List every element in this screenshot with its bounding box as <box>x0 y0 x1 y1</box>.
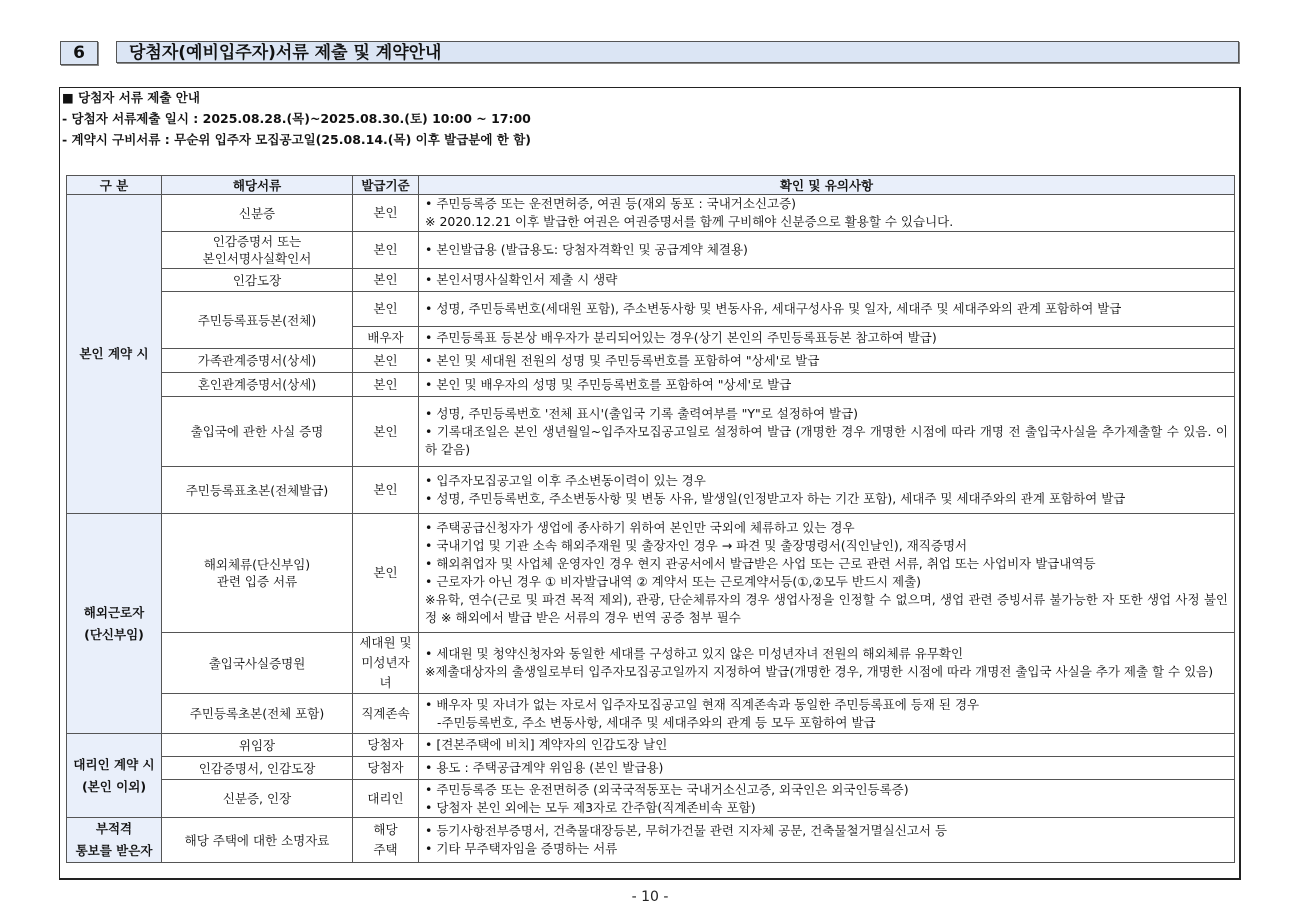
document-name-cell <box>162 467 353 514</box>
category-label: 본인 계약 시 <box>79 346 149 361</box>
document-name-cell <box>162 232 353 269</box>
category-label: 대리인 계약 시 <box>73 756 155 772</box>
document-name-cell <box>162 514 353 633</box>
issuance-basis-cell <box>353 269 419 292</box>
intro-schedule-line: - 당첨자 서류제출 일시 : 2025.08.28.(목)~2025.08.30.(토) 10:00 ~ 17:00 <box>62 111 531 126</box>
issuance-basis: 본인 <box>373 423 398 439</box>
issuance-basis-cell <box>353 694 419 734</box>
notes-cell <box>419 327 1235 349</box>
note-item: • 본인 및 배우자의 성명 및 주민등록번호를 포함하여 "상세'로 발급 <box>425 376 1228 394</box>
document-name: 주민등록초본(전체 포함) <box>189 706 325 721</box>
note-item: • 기록대조일은 본인 생년월일~입주자모집공고일로 설정하여 발급 (개명한 경우 개명한 시점에 따라 개명 전 출입국사실을 추가제출할 수 있음. 이하 같음) <box>425 423 1228 459</box>
submission-intro <box>62 87 531 150</box>
document-name-cell <box>162 694 353 734</box>
document-name-cell <box>162 780 353 818</box>
category-label: (본인 이외) <box>81 778 147 794</box>
document-name-cell <box>162 397 353 467</box>
document-name: 혼인관계증명서(상세) <box>197 377 317 392</box>
table-body <box>67 195 1235 863</box>
note-item: • 주민등록표 등본상 배우자가 분리되어있는 경우(상기 본인의 주민등록표등본 참고하여 발급) <box>425 329 1228 347</box>
note-item: • 국내기업 및 기관 소속 해외주재원 및 출장자인 경우 → 파견 및 출장명령서(직인날인), 재직증명서 <box>425 537 1228 555</box>
document-name: 주민등록표등본(전체) <box>197 312 317 328</box>
note-item: • 본인 및 세대원 전원의 성명 및 주민등록번호를 포함하여 "상세'로 발급 <box>425 352 1228 370</box>
issuance-basis-cell <box>353 467 419 514</box>
issuance-basis-cell <box>353 818 419 863</box>
document-name-cell <box>162 633 353 694</box>
note-item: • 성명, 주민등록번호, 주소변동사항 및 변동 사유, 발생일(인정받고자 하는 기간 포함), 세대주 및 세대주와의 관계 포함하여 발급 <box>425 490 1228 508</box>
document-name-cell <box>162 195 353 232</box>
note-item: • 해외취업자 및 사업체 운영자인 경우 현지 관공서에서 발급받은 사업 또는 근로 관련 서류, 취업 또는 사업비자 발급내역등 <box>425 555 1228 573</box>
document-name: 출입국사실증명원 <box>208 655 306 671</box>
document-name: 신분증, 인장 <box>222 791 292 806</box>
document-name: 해외체류(단신부임) <box>203 557 311 572</box>
category-label: 부적격 <box>95 821 133 836</box>
document-name: 위임장 <box>238 737 276 753</box>
note-item: • 성명, 주민등록번호 '전체 표시'(출입국 기록 출력여부를 "Y"로 설정하여 발급) <box>425 405 1228 423</box>
issuance-basis: 본인 <box>373 565 398 580</box>
document-name-cell <box>162 373 353 397</box>
document-name-cell <box>162 269 353 292</box>
issuance-basis: 본인 <box>373 352 398 368</box>
table-row <box>67 195 1235 232</box>
note-item: ※유학, 연수(근로 및 파견 목적 제외), 관광, 단순체류자의 경우 생업사정을 인정할 수 없으며, 생업 관련 증빙서류 불가능한 자 또한 생업 사정 불인정 ※ 해외에서 발급 받은 서류의 경우 번역 공증 첨부 필수 <box>425 592 1228 625</box>
notes-cell <box>419 694 1235 734</box>
issuance-basis-cell <box>353 514 419 633</box>
issuance-basis: 배우자 <box>367 329 404 345</box>
issuance-basis: 본인 <box>373 272 398 287</box>
notes-cell <box>419 757 1235 780</box>
table-row <box>67 694 1235 734</box>
category-label: 통보를 받은자 <box>75 843 153 858</box>
header-notes: 확인 및 유의사항 <box>419 176 1235 195</box>
note-item: • 기타 무주택자임을 증명하는 서류 <box>425 840 1228 858</box>
issuance-basis-cell <box>353 780 419 818</box>
issuance-basis-cell <box>353 633 419 694</box>
issuance-basis: 해당 <box>373 822 398 837</box>
intro-heading: ■ 당첨자 서류 제출 안내 <box>62 90 200 105</box>
document-name: 해당 주택에 대한 소명자료 <box>184 832 330 848</box>
table-row <box>67 734 1235 757</box>
issuance-basis: 본인 <box>373 482 398 497</box>
table-row <box>67 269 1235 292</box>
document-name-cell <box>162 292 353 349</box>
category-cell <box>67 514 162 734</box>
table-row <box>67 397 1235 467</box>
page-number: - 10 - <box>631 889 669 905</box>
note-item: • 주택공급신청자가 생업에 종사하기 위하여 본인만 국외에 체류하고 있는 경우 <box>425 519 1228 537</box>
notes-cell <box>419 467 1235 514</box>
document-name: 주민등록표초본(전체발급) <box>185 482 329 498</box>
table-row <box>67 633 1235 694</box>
issuance-basis: 본인 <box>373 242 398 257</box>
table-row <box>67 757 1235 780</box>
note-item: ※제출대상자의 출생일로부터 입주자모집공고일까지 지정하여 발급(개명한 경우, 개명한 시점에 따라 개명전 출입국 사실을 추가 제출 할 수 있음) <box>425 664 1214 679</box>
issuance-basis: 세대원 및 <box>359 635 412 650</box>
issuance-basis: 당첨자 <box>367 737 404 752</box>
note-item: • 본인발급용 (발급용도: 당첨자격확인 및 공급계약 체결용) <box>425 241 1228 259</box>
category-label: 해외근로자 <box>83 604 145 620</box>
issuance-basis-cell <box>353 373 419 397</box>
note-item: • 본인서명사실확인서 제출 시 생략 <box>425 271 1228 289</box>
note-item: -주민등록번호, 주소 변동사항, 세대주 및 세대주와의 관계 등 모두 포함하여 발급 <box>437 714 876 730</box>
table-row <box>67 780 1235 818</box>
issuance-basis: 본인 <box>373 376 398 392</box>
note-item: • 용도 : 주택공급계약 위임용 (본인 발급용) <box>425 759 1228 777</box>
category-label: (단신부임) <box>84 626 144 642</box>
intro-documents-line: - 계약시 구비서류 : 무순위 입주자 모집공고일(25.08.14.(목) 이후 발급분에 한 함) <box>62 132 532 147</box>
note-item: • 당첨자 본인 외에는 모두 제3자로 간주함(직계존비속 포함) <box>425 799 1228 817</box>
issuance-basis-cell <box>353 757 419 780</box>
document-name: 인감증명서, 인감도장 <box>198 760 316 776</box>
document-name-cell <box>162 818 353 863</box>
issuance-basis-cell <box>353 349 419 373</box>
note-item: ※ 2020.12.21 이후 발급한 여권은 여권증명서를 함께 구비해야 신분증으로 활용할 수 있습니다. <box>425 214 954 229</box>
notes-cell <box>419 373 1235 397</box>
table-header-row <box>67 176 1235 195</box>
note-item: • 세대원 및 청약신청자와 동일한 세대를 구성하고 있지 않은 미성년자녀 전원의 해외체류 유무확인 <box>425 645 1228 663</box>
note-item: • 주민등록증 또는 운전면허증 (외국국적동포는 국내거소신고증, 외국인은 외국인등록증) <box>425 781 1228 799</box>
section-title: 당첨자(예비입주자)서류 제출 및 계약안내 <box>116 41 1239 63</box>
issuance-basis: 당첨자 <box>367 760 404 775</box>
category-cell <box>67 818 162 863</box>
header-category: 구 분 <box>67 176 162 195</box>
notes-cell <box>419 633 1235 694</box>
notes-cell <box>419 195 1235 232</box>
note-item: • 근로자가 아닌 경우 ① 비자발급내역 ② 계약서 또는 근로계약서등(①,②모두 반드시 제출) <box>425 573 1228 591</box>
issuance-basis: 직계존속 <box>361 705 410 721</box>
issuance-basis-cell <box>353 292 419 327</box>
documents-table <box>66 175 1235 863</box>
document-name-cell <box>162 757 353 780</box>
issuance-basis-cell <box>353 195 419 232</box>
document-name-cell <box>162 349 353 373</box>
header-issuance-basis: 발급기준 <box>353 176 419 195</box>
notes-cell <box>419 292 1235 327</box>
note-item: • 성명, 주민등록번호(세대원 포함), 주소변동사항 및 변동사유, 세대구성사유 및 일자, 세대주 및 세대주와의 관계 포함하여 발급 <box>425 300 1228 318</box>
table-row <box>67 514 1235 633</box>
issuance-basis-cell <box>353 734 419 757</box>
issuance-basis: 미성년자녀 <box>361 655 410 690</box>
header-document: 해당서류 <box>162 176 353 195</box>
issuance-basis-cell <box>353 397 419 467</box>
table-row <box>67 349 1235 373</box>
notes-cell <box>419 232 1235 269</box>
notes-cell <box>419 269 1235 292</box>
section-number: 6 <box>60 41 98 65</box>
document-name: 관련 입증 서류 <box>216 574 298 589</box>
issuance-basis: 본인 <box>373 301 398 316</box>
note-item: • 배우자 및 자녀가 없는 자로서 입주자모집공고일 현재 직계존속과 동일한 주민등록표에 등재 된 경우 <box>425 696 1228 714</box>
notes-cell <box>419 818 1235 863</box>
table-row <box>67 373 1235 397</box>
issuance-basis: 본인 <box>373 205 398 220</box>
issuance-basis: 대리인 <box>367 790 404 806</box>
note-item: • [견본주택에 비치] 계약자의 인감도장 날인 <box>425 736 1228 754</box>
issuance-basis-cell <box>353 327 419 349</box>
document-name-cell <box>162 734 353 757</box>
issuance-basis: 주택 <box>373 842 398 857</box>
notes-cell <box>419 514 1235 633</box>
document-name: 본인서명사실확인서 <box>202 251 312 266</box>
table-row <box>67 232 1235 269</box>
table-row <box>67 467 1235 514</box>
notes-cell <box>419 780 1235 818</box>
document-name: 인감증명서 또는 <box>212 234 302 249</box>
document-name: 가족관계증명서(상세) <box>197 353 317 368</box>
document-name: 신분증 <box>238 205 276 221</box>
issuance-basis-cell <box>353 232 419 269</box>
note-item: • 입주자모집공고일 이후 주소변동이력이 있는 경우 <box>425 472 1228 490</box>
notes-cell <box>419 349 1235 373</box>
document-name: 인감도장 <box>232 272 282 288</box>
notes-cell <box>419 734 1235 757</box>
table-row <box>67 292 1235 327</box>
category-cell <box>67 734 162 818</box>
note-item: • 등기사항전부증명서, 건축물대장등본, 무허가건물 관련 지자체 공문, 건축물철거멸실신고서 등 <box>425 822 1228 840</box>
category-cell <box>67 195 162 514</box>
note-item: • 주민등록증 또는 운전면허증, 여권 등(재외 동포 : 국내거소신고증) <box>425 195 1228 213</box>
document-name: 출입국에 관한 사실 증명 <box>190 424 324 439</box>
notes-cell <box>419 397 1235 467</box>
table-row <box>67 818 1235 863</box>
